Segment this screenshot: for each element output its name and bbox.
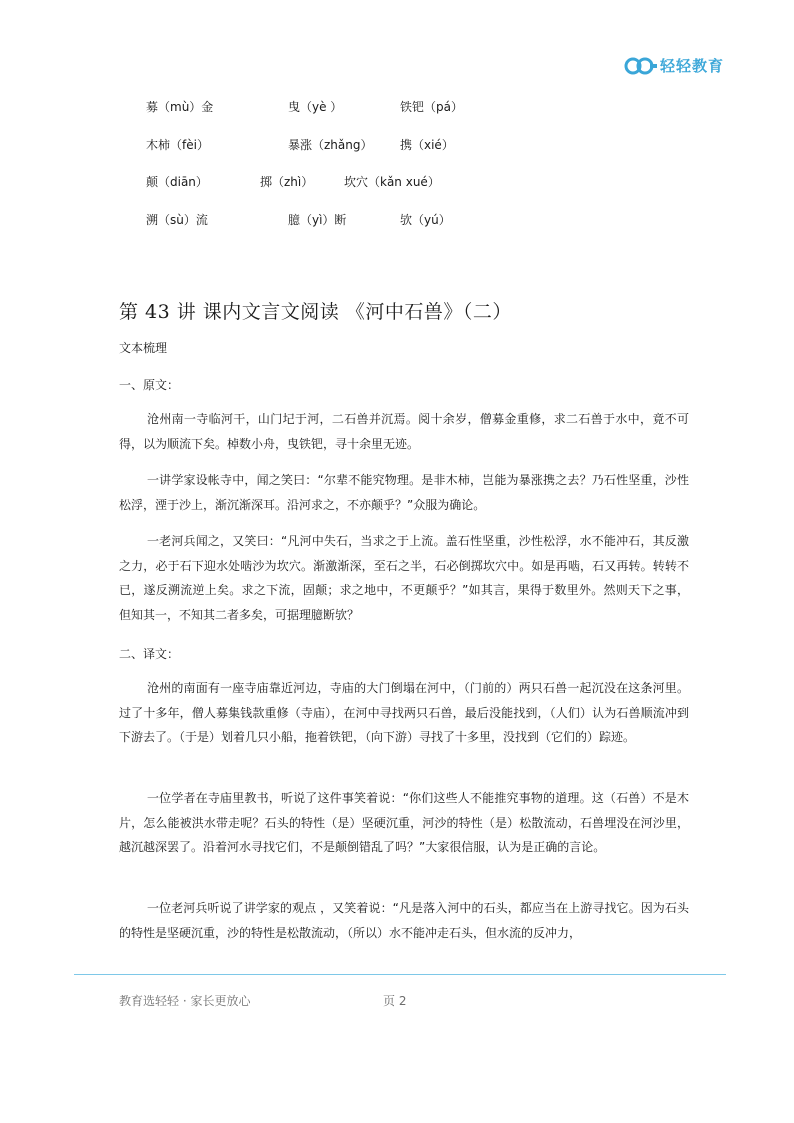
vocab-list xyxy=(146,98,706,248)
vocab-item: 携（xié） xyxy=(400,137,454,152)
vocab-row xyxy=(146,98,706,136)
footer-divider xyxy=(74,974,726,975)
vocab-row xyxy=(146,173,706,211)
section-label: 文本梳理 xyxy=(119,341,168,355)
vocab-row xyxy=(146,211,706,249)
vocab-item: 掷（zhì） xyxy=(260,175,314,189)
vocab-item: 溯（sù）流 xyxy=(146,212,208,227)
original-paragraph: 一讲学家设帐寺中，闻之笑曰：“尔辈不能究物理。是非木柿，岂能为暴涨携之去？乃石性坚重，沙性松浮，湮于沙上，渐沉渐深耳。沿河求之，不亦颠乎？”众服为确论。 xyxy=(119,473,689,512)
page-number: 页 2 xyxy=(383,994,407,1008)
vocab-item: 暴涨（zhǎng） xyxy=(288,137,373,152)
translation-paragraph: 一位学者在寺庙里教书，听说了这件事笑着说：“你们这些人不能推究事物的道理。这（石兽）不是木片，怎么能被洪水带走呢？石头的特性（是）坚硬沉重，河沙的特性（是）松散流动，石兽埋没在河沙里，越沉越深罢了。沿着河水寻找它们，不是颠倒错乱了吗？”大家很信服，认为是正确的言论。 xyxy=(119,791,689,854)
original-paragraph: 沧州南一寺临河干，山门圮于河，二石兽并沉焉。阅十余岁，僧募金重修，求二石兽于水中，竟不可得，以为顺流下矣。棹数小舟，曳铁钯，寻十余里无迹。 xyxy=(119,412,689,451)
vocab-item: 坎穴（kǎn xué） xyxy=(344,175,440,189)
logo-mark-icon xyxy=(624,56,658,76)
vocab-item: 欤（yú） xyxy=(400,212,451,227)
translation-paragraph: 沧州的南面有一座寺庙靠近河边，寺庙的大门倒塌在河中，（门前的）两只石兽一起沉没在这条河里。过了十多年，僧人募集钱款重修（寺庙），在河中寻找两只石兽，最后没能找到，（人们）认为石兽顺流冲到下游去了。（于是）划着几只小船，拖着铁钯，（向下游）寻找了十多里，没找到（它们的）踪迹。 xyxy=(119,681,689,744)
original-label: 一、原文： xyxy=(119,378,180,392)
vocab-item: 曳（yè ） xyxy=(288,100,343,114)
vocab-row xyxy=(146,136,706,174)
logo-text: 轻轻教育 xyxy=(660,57,725,75)
translation-paragraph: 一位老河兵听说了讲学家的观点 ，又笑着说：“凡是落入河中的石头，都应当在上游寻找它。因为石头的特性是坚硬沉重，沙的特性是松散流动，（所以）水不能冲走石头，但水流的反冲力， xyxy=(119,901,689,940)
vocab-item: 颠（diān） xyxy=(146,175,208,189)
footer-slogan: 教育选轻轻 · 家长更放心 xyxy=(119,994,251,1008)
vocab-item: 木柿（fèi） xyxy=(146,137,209,152)
original-paragraph: 一老河兵闻之，又笑曰：“凡河中失石，当求之于上流。盖石性坚重，沙性松浮，水不能冲石，其反激之力，必于石下迎水处啮沙为坎穴。渐激渐深，至石之半，石必倒掷坎穴中。如是再啮，石又再转。转转不已，遂反溯流逆上矣。求之下流，固颠；求之地中，不更颠乎？”如其言，果得于数里外。然则天下之事，但知其一，不知其二者多矣，可据理臆断欤？ xyxy=(119,534,689,622)
vocab-item: 铁钯（pá） xyxy=(400,100,463,114)
translation-label: 二、译文： xyxy=(119,647,180,661)
lesson-title: 第 43 讲 课内文言文阅读 《河中石兽》（二） xyxy=(119,301,512,323)
vocab-item: 臆（yì）断 xyxy=(288,212,347,227)
vocab-item: 募（mù）金 xyxy=(146,100,214,114)
brand-logo xyxy=(624,55,724,76)
